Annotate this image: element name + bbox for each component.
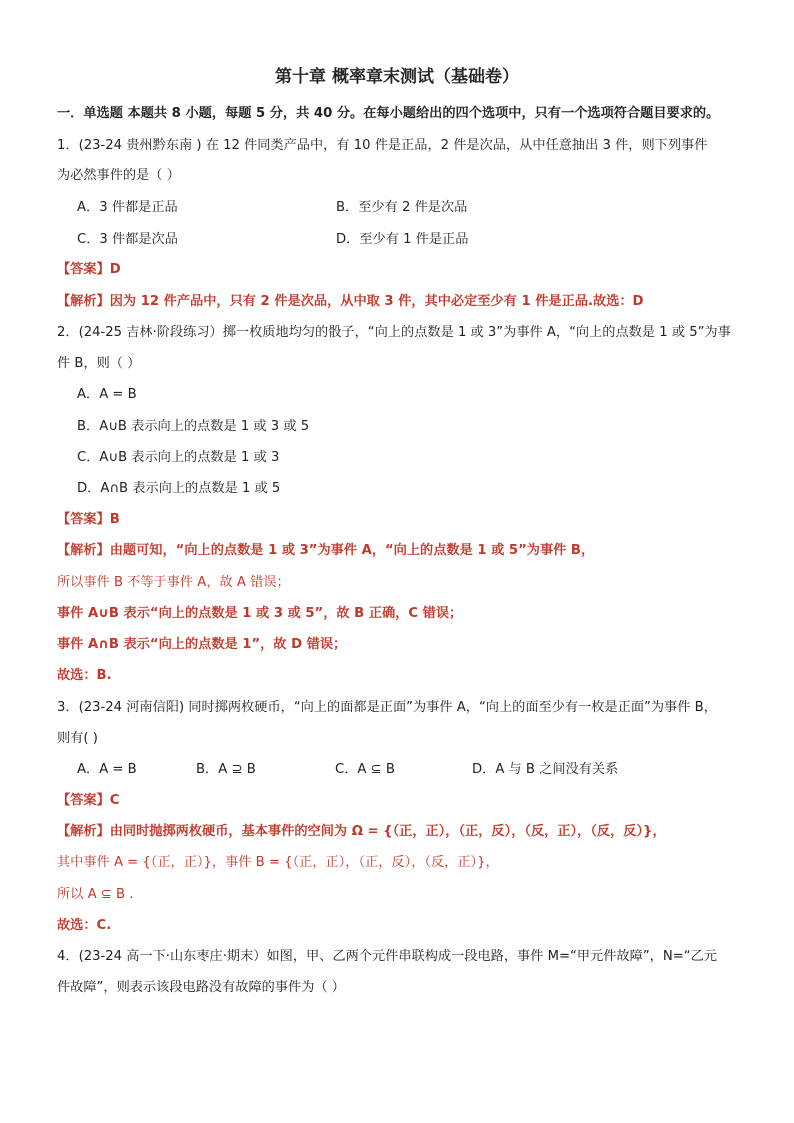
- analysis-text: 由题可知，“向上的点数是 1 或 3”为事件 A，“向上的点数是 1 或 5”为事件 B，: [109, 543, 595, 558]
- question-2-answer: [57, 509, 747, 531]
- question-1-option-c: C．3 件都是次品: [77, 232, 178, 247]
- page-title: 第十章 概率章末测试（基础卷）: [275, 67, 519, 87]
- question-3-option-c: C．A ⊆ B: [335, 762, 395, 777]
- question-1-option-b: B．至少有 2 件是次品: [336, 200, 468, 215]
- question-2-analysis-line3: 事件 A∪B 表示“向上的点数是 1 或 3 或 5”，故 B 正确，C 错误；: [57, 606, 463, 621]
- question-3-option-d: D．A 与 B 之间没有关系: [472, 762, 619, 777]
- question-3-analysis: [57, 821, 747, 843]
- question-3-analysis-line4: 故选：C.: [57, 918, 112, 933]
- question-4-stem: 4．(23-24 高一下·山东枣庄·期末）如图，甲、乙两个元件串联构成一段电路，事件 M=“甲元件故障”，N=“乙元: [57, 949, 717, 964]
- analysis-text: 因为 12 件产品中，只有 2 件是次品，从中取 3 件，其中必定至少有 1 件是正品.故选：D: [109, 294, 644, 309]
- question-2-analysis: [57, 540, 747, 562]
- analysis-text: 由同时抛掷两枚硬币，基本事件的空间为 Ω = {（正，正），（正，反），（反，正），（反，反）}，: [109, 824, 666, 839]
- question-3-option-a: A．A = B: [77, 762, 137, 777]
- answer-tag: 【答案】: [57, 793, 110, 808]
- question-2-stem-cont: 件 B，则（ ）: [57, 356, 141, 371]
- question-3-stem-cont: 则有( ): [57, 731, 98, 746]
- question-2-analysis-line5: 故选：B.: [57, 668, 112, 683]
- question-2-analysis-line2: 所以事件 B 不等于事件 A，故 A 错误；: [57, 575, 290, 590]
- answer-value: D: [109, 262, 121, 277]
- question-3-answer: [57, 790, 747, 812]
- answer-value: C: [109, 793, 120, 808]
- question-2-option-c: C．A∪B 表示向上的点数是 1 或 3: [77, 450, 280, 465]
- question-3-option-b: B．A ⊇ B: [196, 762, 256, 777]
- question-2-analysis-line4: 事件 A∩B 表示“向上的点数是 1”，故 D 错误；: [57, 637, 347, 652]
- question-1-answer: [57, 259, 747, 281]
- question-4-stem-cont: 件故障”，则表示该段电路没有故障的事件为（ ）: [57, 980, 345, 995]
- question-3-analysis-line2: 其中事件 A = {（正，正）}，事件 B = {（正，正），（正，反），（反，正）}，: [57, 855, 499, 870]
- question-2-stem: 2．(24-25 吉林·阶段练习）掷一枚质地均匀的骰子，“向上的点数是 1 或 3”为事件 A，“向上的点数是 1 或 5”为事: [57, 325, 731, 340]
- analysis-tag: 【解析】: [57, 543, 110, 558]
- answer-tag: 【答案】: [57, 262, 110, 277]
- question-2-option-b: B．A∪B 表示向上的点数是 1 或 3 或 5: [77, 419, 310, 434]
- question-2-option-d: D．A∩B 表示向上的点数是 1 或 5: [77, 481, 281, 496]
- answer-tag: 【答案】: [57, 512, 110, 527]
- question-1-option-d: D．至少有 1 件是正品: [336, 232, 469, 247]
- section-header: 一．单选题 本题共 8 小题，每题 5 分，共 40 分。在每小题给出的四个选项中，只有一个选项符合题目要求的。: [57, 106, 720, 121]
- question-3-stem: 3．(23-24 河南信阳) 同时掷两枚硬币，“向上的面都是正面”为事件 A，“向上的面至少有一枚是正面”为事件 B，: [57, 700, 717, 715]
- analysis-tag: 【解析】: [57, 294, 110, 309]
- answer-value: B: [109, 512, 120, 527]
- question-3-analysis-line3: 所以 A ⊆ B .: [57, 887, 134, 902]
- question-1-analysis: [57, 291, 747, 313]
- question-1-option-a: A．3 件都是正品: [77, 200, 178, 215]
- question-1-stem-cont: 为必然事件的是（ ）: [57, 168, 180, 183]
- analysis-tag: 【解析】: [57, 824, 110, 839]
- question-1-stem: 1．(23-24 贵州黔东南 ) 在 12 件同类产品中，有 10 件是正品，2 件是次品，从中任意抽出 3 件，则下列事件: [57, 138, 708, 153]
- question-2-option-a: A．A = B: [77, 387, 137, 402]
